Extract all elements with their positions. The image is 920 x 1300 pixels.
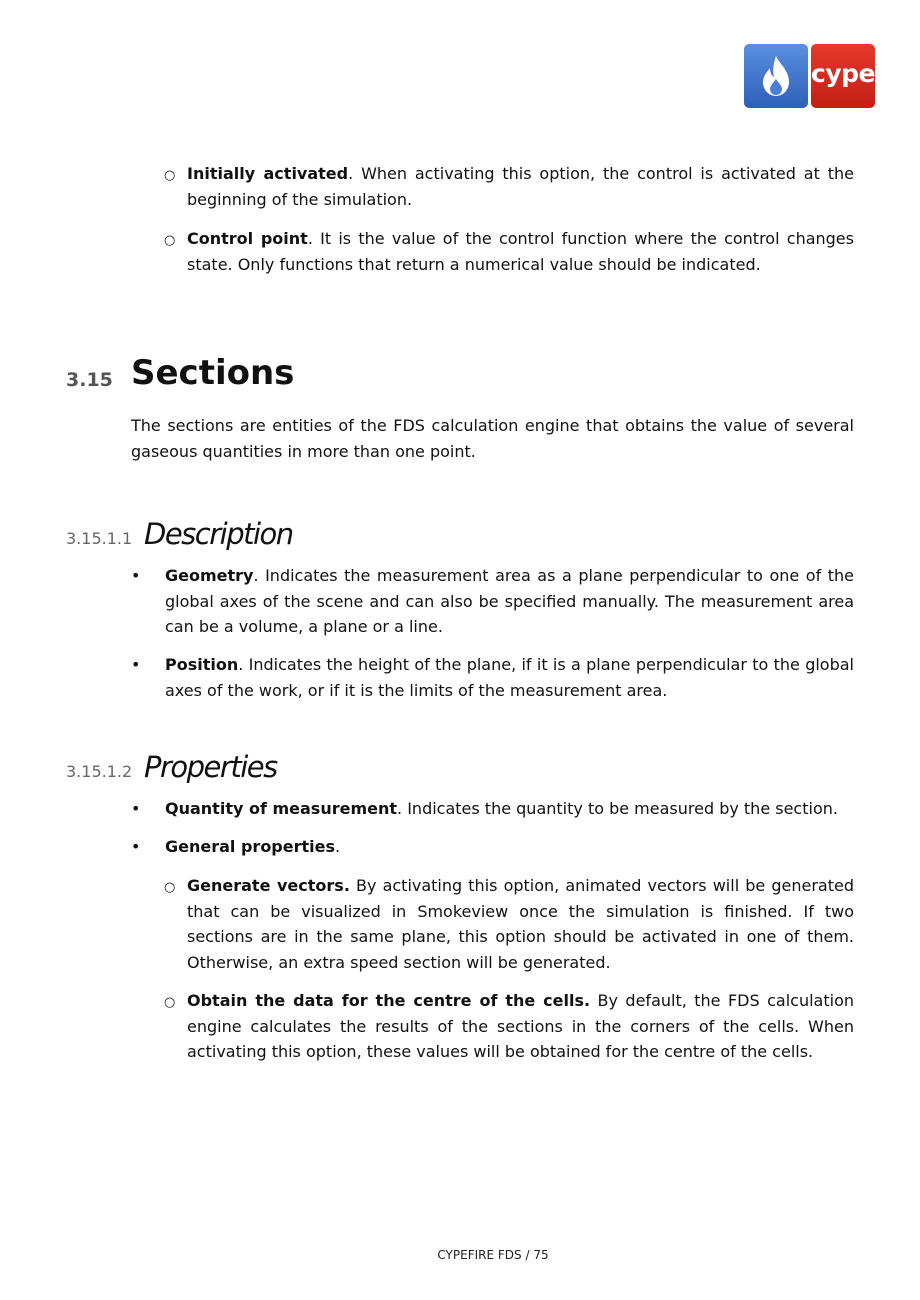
item-term: Control point: [187, 229, 308, 248]
list-item: [165, 834, 854, 860]
sub-bullet-marker: ○: [164, 995, 176, 1010]
subsection-number: 3.15.1.1: [66, 529, 133, 548]
list-item: [187, 873, 854, 975]
sub-bullet-marker: ○: [164, 168, 176, 183]
list-item: [187, 988, 854, 1065]
item-text: . Indicates the measurement area as a plane perpendicular to one of the global axes of the scene and can also be specified manually. The measurement area can be a volume, a plane or a line.: [165, 566, 854, 636]
item-text: . It is the value of the control function where the control changes state. Only functions that return a numerical value should be indicated.: [187, 229, 854, 274]
bullet-marker: •: [131, 837, 141, 856]
page-number: 75: [533, 1248, 549, 1262]
item-text: . When activating this option, the control is activated at the beginning of the simulation.: [187, 164, 854, 209]
item-term: Initially activated: [187, 164, 349, 183]
subsection-title: Properties: [144, 750, 277, 784]
section-number: 3.15: [66, 369, 113, 391]
cype-logo-tile: [811, 44, 875, 108]
bullet-marker: •: [131, 799, 141, 818]
subsection-title: Description: [144, 517, 293, 551]
item-text: By default, the FDS calculation engine calculates the results of the sections in the corners of the cells. When activating this option, these values will be obtained for the centre of the cells.: [187, 991, 855, 1061]
footer-separator: /: [525, 1248, 530, 1262]
list-item: [165, 652, 854, 703]
sub-bullet-marker: ○: [164, 880, 176, 895]
cype-logo-text: cype: [811, 59, 875, 88]
item-text: . Indicates the height of the plane, if it is a plane perpendicular to the global axes of the work, or if it is the limits of the measurement area.: [165, 655, 854, 700]
list-item: [187, 226, 854, 277]
section-intro: The sections are entities of the FDS calculation engine that obtains the value of several gaseous quantities in more than one point.: [131, 416, 854, 461]
item-text: By activating this option, animated vectors will be generated that can be visualized in Smokeview once the simulation is finished. If two sections are in the same plane, this option should be activated in one of them. Otherwise, an extra speed section will be generated.: [187, 876, 854, 972]
item-term: Obtain the data for the centre of the cells.: [187, 991, 591, 1010]
item-term: Geometry: [165, 566, 254, 585]
item-text: . Indicates the quantity to be measured by the section.: [397, 799, 838, 818]
page-footer: [0, 1248, 920, 1262]
subsection-number: 3.15.1.2: [66, 762, 133, 781]
cype-logo: [744, 44, 876, 110]
list-item: [187, 161, 854, 212]
footer-product: CYPEFIRE FDS: [437, 1248, 522, 1262]
list-item: [165, 563, 854, 640]
flame-icon: [760, 55, 792, 97]
item-term: General properties: [165, 837, 336, 856]
sub-bullet-marker: ○: [164, 233, 176, 248]
flame-logo-tile: [744, 44, 808, 108]
bullet-marker: •: [131, 566, 141, 585]
section-title: Sections: [131, 353, 295, 393]
bullet-marker: •: [131, 655, 141, 674]
item-term: Position: [165, 655, 239, 674]
list-item: [165, 796, 854, 822]
item-term: Quantity of measurement: [165, 799, 398, 818]
item-text: .: [335, 837, 341, 856]
item-term: Generate vectors.: [187, 876, 350, 895]
